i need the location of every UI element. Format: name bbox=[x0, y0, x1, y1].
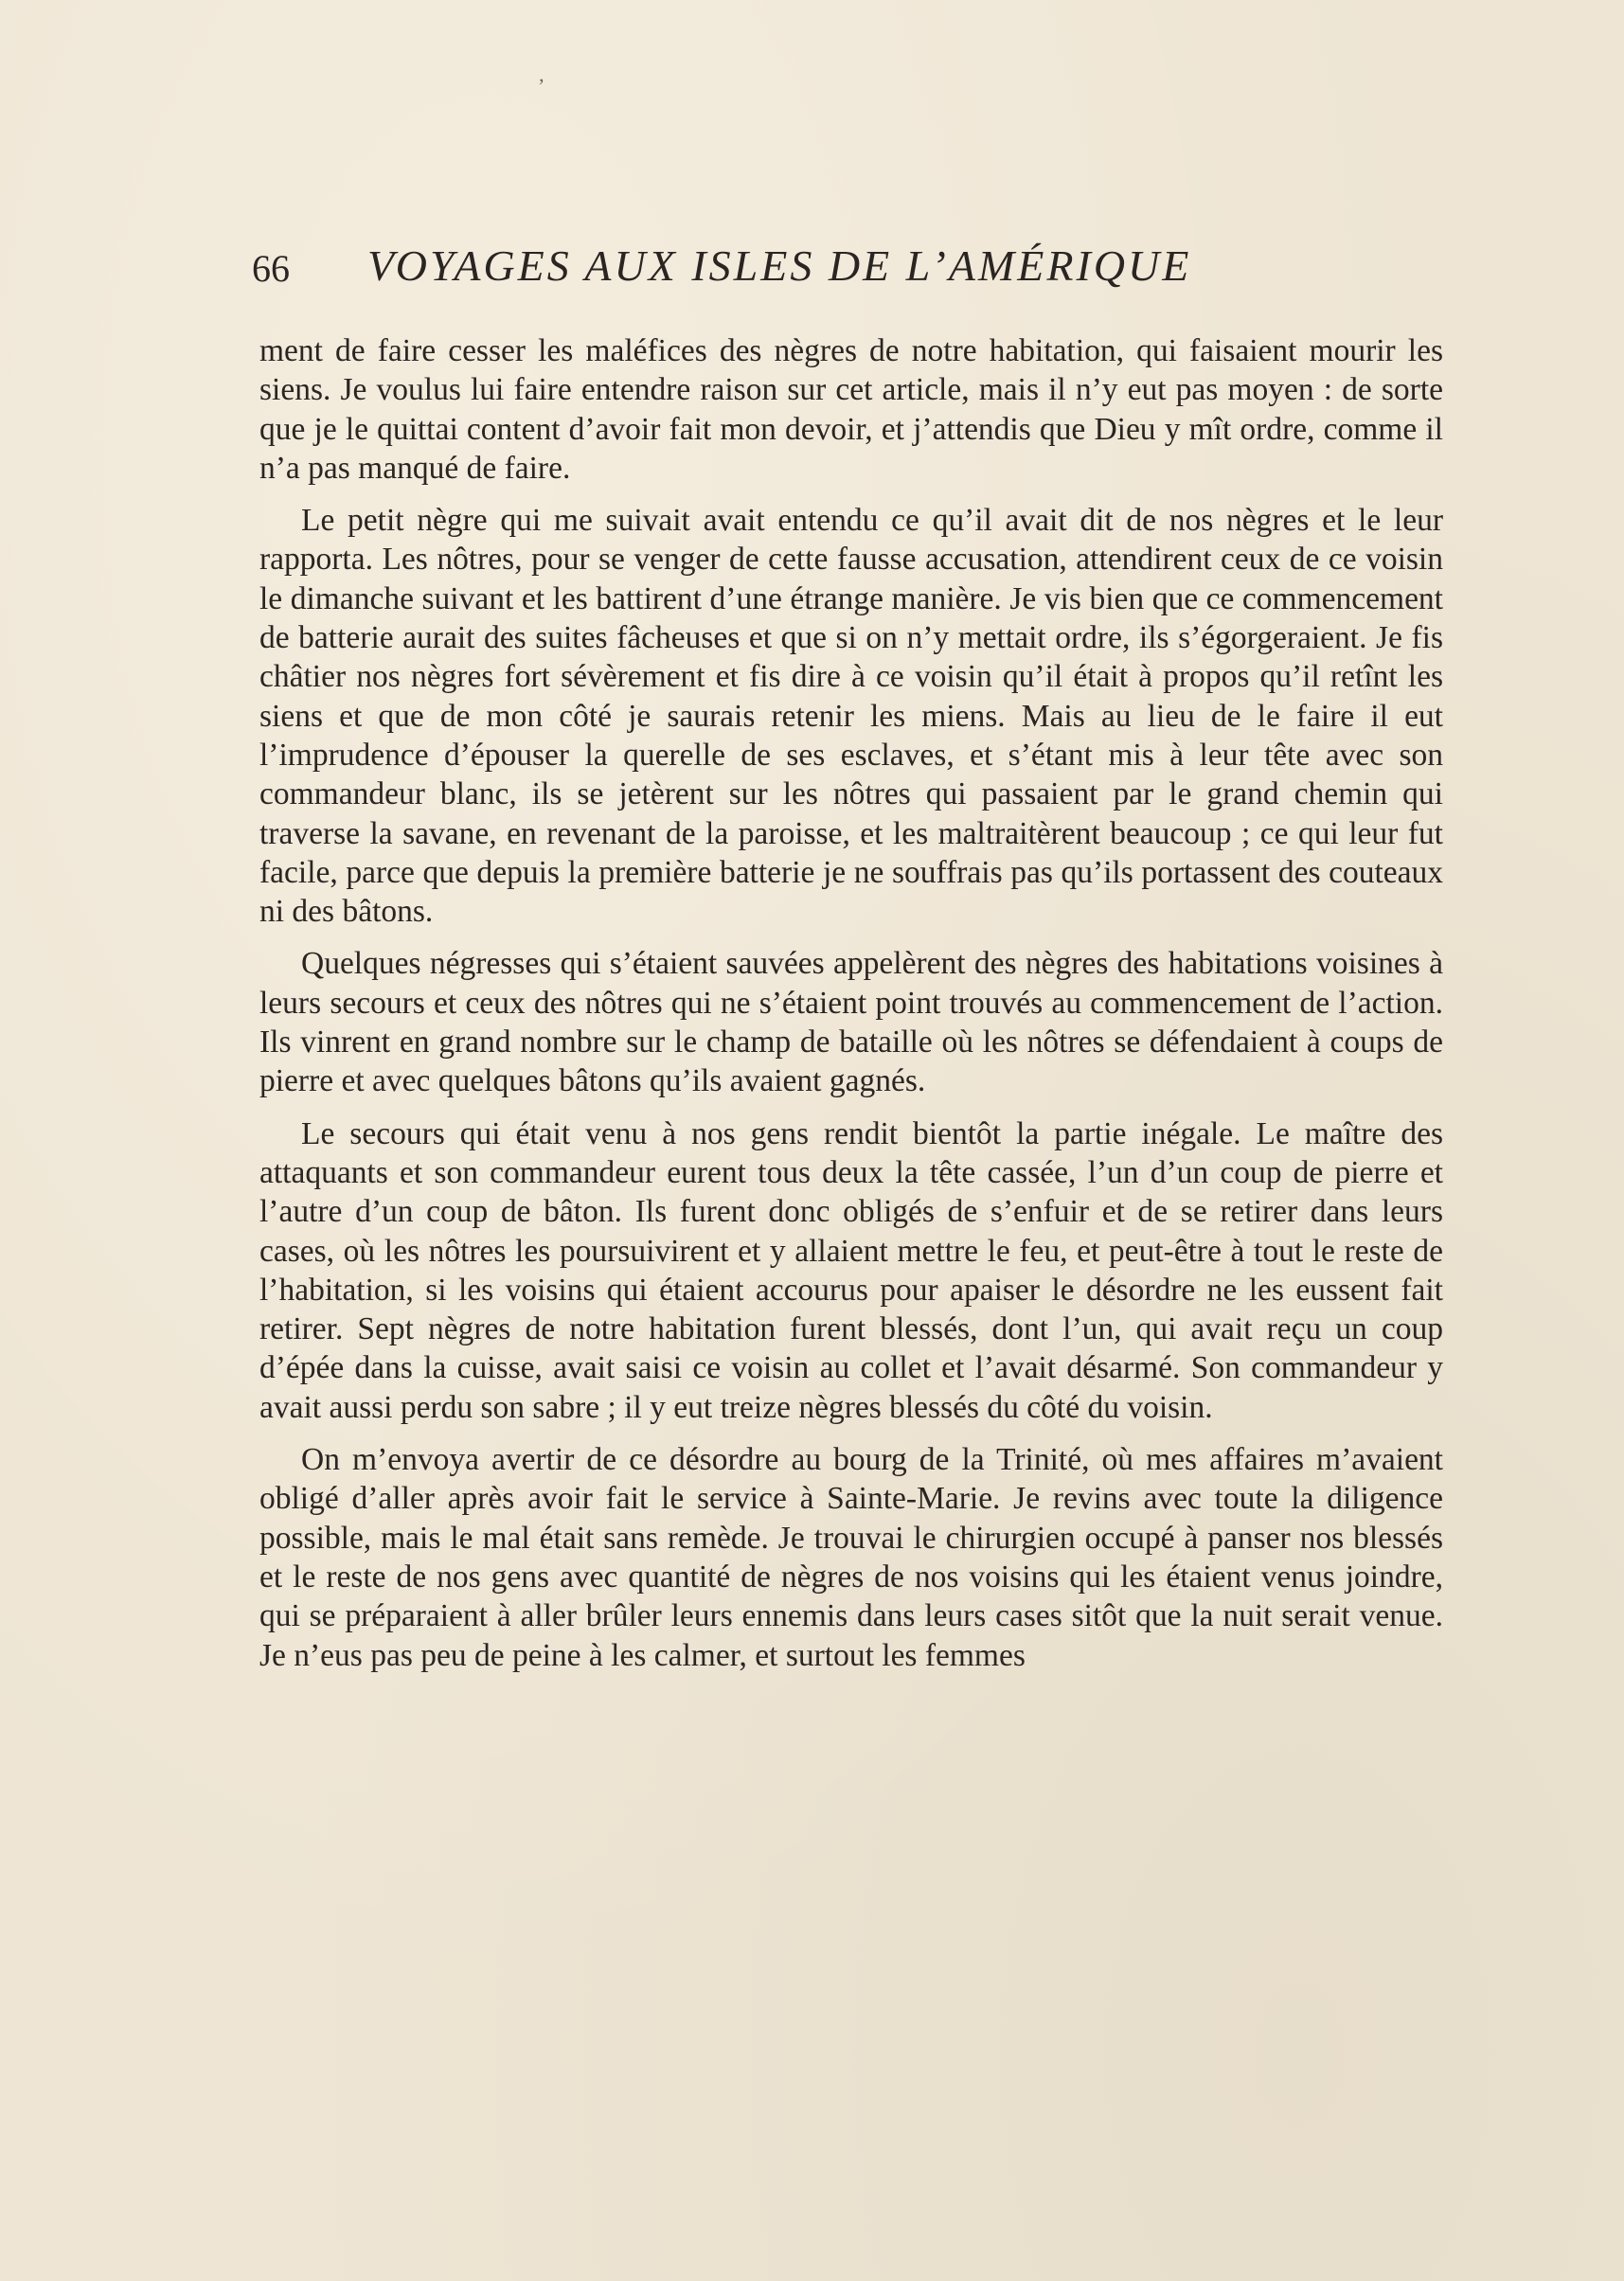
top-mark: ’ bbox=[538, 74, 545, 98]
running-head bbox=[252, 235, 1445, 301]
paragraph: Le secours qui était venu à nos gens rendit bientôt la partie inégale. Le maître des attaquants et son commandeur eurent tous deux la tête cassée, l’un d’un coup de pierre et l’autre d’un coup de bâton. Ils furent donc obligés de s’enfuir et de se retirer dans leurs cases, où les nôtres les poursuivirent et y allaient mettre le feu, et peut-être à tout le reste de l’habitation, si les voisins qui étaient accourus pour apaiser le désordre ne les eussent fait retirer. Sept nègres de notre habitation furent blessés, dont l’un, qui avait reçu un coup d’épée dans la cuisse, avait saisi ce voisin au collet et l’avait désarmé. Son commandeur y avait aussi perdu son sabre ; il y eut treize nègres blessés du côté du voisin. bbox=[259, 1115, 1443, 1425]
body-text bbox=[259, 331, 1443, 1675]
paragraph: Quelques négresses qui s’étaient sauvées appelèrent des nègres des habitations voisines à leurs secours et ceux des nôtres qui ne s’étaient point trouvés au commencement de l’action. Ils vinrent en grand nombre sur le champ de bataille où les nôtres se défendaient à coups de pierre et avec quelques bâtons qu’ils avaient gagnés. bbox=[259, 946, 1443, 1099]
paragraph: Le petit nègre qui me suivait avait entendu ce qu’il avait dit de nos nègres et le leur rapporta. Les nôtres, pour se venger de cette fausse accusation, attendirent ceux de ce voisin le dimanche suivant et les battirent d’une étrange manière. Je vis bien que ce commencement de batterie aurait des suites fâcheuses et que si on n’y mettait ordre, ils s’égorgeraient. Je fis châtier nos nègres fort sévèrement et fis dire à ce voisin qu’il était à propos qu’il retînt les siens et que de mon côté je saurais retenir les miens. Mais au lieu de le faire il eut l’imprudence d’épouser la querelle de ses esclaves, et s’étant mis à leur tête avec son commandeur blanc, ils se jetèrent sur les nôtres qui passaient par le grand chemin qui traverse la savane, en revenant de la paroisse, et les maltraitèrent beaucoup ; ce qui leur fut facile, parce que depuis la première batterie je ne souffrais pas qu’ils portassent des couteaux ni des bâtons. bbox=[259, 503, 1443, 930]
running-title: VOYAGES AUX ISLES DE L’AMÉRIQUE bbox=[367, 241, 1192, 290]
paragraph-continued: ment de faire cesser les maléfices des nègres de notre habitation, qui faisaient mourir les siens. Je voulus lui faire entendre raison sur cet article, mais il n’y eut pas moyen : de sorte que je le quittai content d’avoir fait mon devoir, et j’attendis que Dieu y mît ordre, comme il n’a pas manqué de faire. bbox=[259, 333, 1443, 486]
paragraph: On m’envoya avertir de ce désordre au bourg de la Trinité, où mes affaires m’avaient obligé d’aller après avoir fait le service à Sainte-Marie. Je revins avec toute la diligence possible, mais le mal était sans remède. Je trouvai le chirurgien occupé à panser nos blessés et le reste de nos gens avec quantité de nègres de nos voisins qui les étaient venus joindre, qui se préparaient à aller brûler leurs ennemis dans leurs cases sitôt que la nuit serait venue. Je n’eus pas peu de peine à les calmer, et surtout les femmes bbox=[259, 1442, 1443, 1673]
page-number: 66 bbox=[252, 247, 290, 290]
